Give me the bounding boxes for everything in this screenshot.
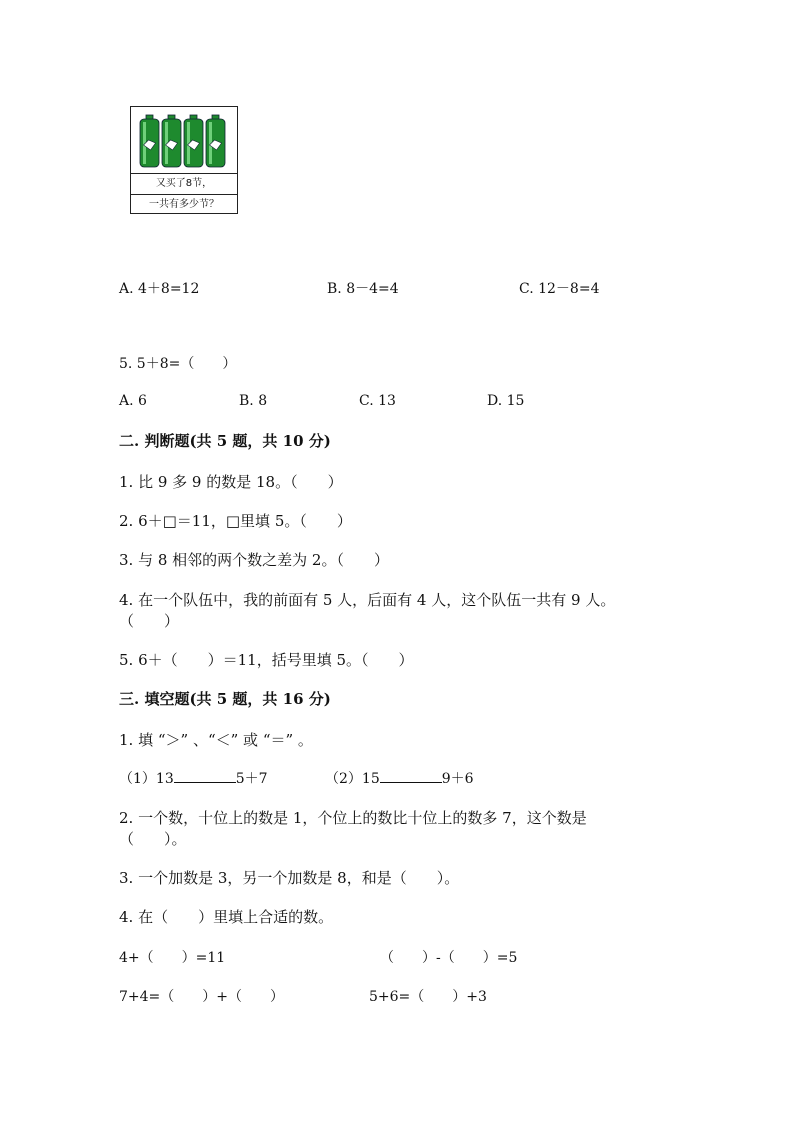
fill-4b: （ ）-（ ）=5 [380,950,518,966]
judge-item-5: 5. 6＋（ ）＝11，括号里填 5。（ ） [119,651,414,669]
section-3-title: 三. 填空题(共 5 题，共 16 分) [119,690,331,708]
battery-icon [206,115,225,167]
q5-option-b: B. 8 [239,393,268,409]
judge-item-2: 2. 6＋□＝11，□里填 5。（ ） [119,512,352,530]
battery-figure [130,106,238,214]
battery-icon [140,115,159,167]
question-5-stem: 5. 5＋8=（ ） [119,356,237,372]
judge-item-4: 4. 在一个队伍中，我的前面有 5 人，后面有 4 人，这个队伍一共有 9 人。 [119,591,616,609]
fill-4c: 7+4=（ ）+（ ） [119,989,285,1005]
compare-1-blank[interactable] [174,770,236,783]
section-2-title: 二. 判断题(共 5 题，共 10 分) [119,432,331,450]
judge-item-4-bracket: （ ） [119,612,180,630]
compare-2-right: 9＋6 [441,771,474,787]
compare-2-blank[interactable] [380,770,442,783]
fill-4d: 5+6=（ ）+3 [369,989,487,1005]
judge-item-1: 1. 比 9 多 9 的数是 18。（ ） [119,473,343,491]
battery-svg [131,107,237,173]
compare-2-left: （2）15 [325,771,380,787]
fill-item-4: 4. 在（ ）里填上合适的数。 [119,908,334,926]
figure-caption-2: 一共有多少节？ [131,194,237,215]
option-a: A. 4＋8=12 [119,281,200,297]
compare-1-left: （1）13 [119,771,174,787]
battery-icon [184,115,203,167]
q5-option-c: C. 13 [359,393,396,409]
fill-item-2: 2. 一个数，十位上的数是 1，个位上的数比十位上的数多 7，这个数是 [119,809,587,827]
battery-illustration [131,107,237,173]
option-b: B. 8－4=4 [327,281,399,297]
judge-item-3: 3. 与 8 相邻的两个数之差为 2。（ ） [119,551,389,569]
compare-1 [119,768,268,788]
fill-item-3: 3. 一个加数是 3，另一个加数是 8，和是（ ）。 [119,869,460,887]
battery-icon [162,115,181,167]
compare-2 [325,768,474,788]
compare-1-right: 5＋7 [235,771,268,787]
q5-option-d: D. 15 [487,393,525,409]
fill-item-1: 1. 填 “＞” 、“＜” 或 “＝” 。 [119,731,313,749]
fill-4a: 4+（ ）=11 [119,950,226,966]
fill-item-2-bracket: （ ）。 [119,830,187,848]
figure-caption-1: 又买了8节， [131,173,237,194]
option-c: C. 12－8=4 [519,281,600,297]
q5-option-a: A. 6 [119,393,147,409]
